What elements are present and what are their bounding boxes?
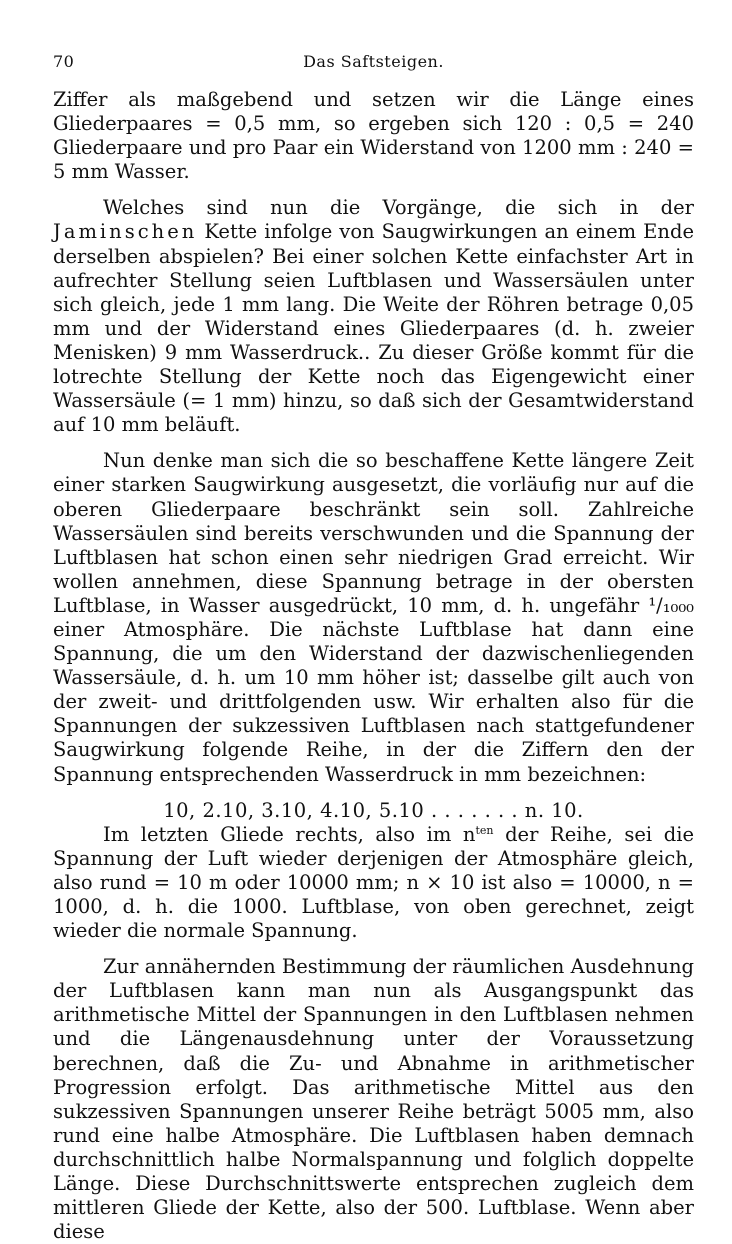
paragraph-2-text-start: Welches sind nun die Vorgänge, die sich in der: [103, 196, 694, 220]
paragraph-5: Zur annähernden Bestimmung der räumlichen Ausdehnung der Luftblasen kann man nun als Ausgangspunkt das arithmetische Mittel der Spannungen in den Luftblasen nehmen und die Längenausdehnung unter der Voraussetzung berechnen, daß die Zu- und Abnahme in arithmetischer Progression erfolgt. Das arithmetische Mittel aus den sukzessiven Spannungen unserer Reihe beträgt 5005 mm, also rund eine halbe Atmosphäre. Die Luftblasen haben demnach durchschnittlich halbe Normalspannung und folglich doppelte Länge. Diese Durchschnittswerte entsprechen zugleich dem mittleren Gliede der Kette, also der 500. Luftblase. Wenn aber diese: [53, 955, 694, 1244]
paragraph-4: [53, 823, 694, 943]
page-header: [53, 52, 694, 88]
page-number: 70: [53, 52, 75, 71]
paragraph-4-text-end: der Reihe, sei die Spannung der Luft wieder derjenigen der Atmosphäre gleich, also rund = 10 m oder 10000 mm; n × 10 ist also = 10000, n = 1000, d. h. die 1000. Luftblase, von oben gerechnet, zeigt wieder die normale Spannung.: [53, 822, 694, 943]
series-formula: 10, 2.10, 3.10, 4.10, 5.10 . . . . . . . n. 10.: [163, 798, 584, 822]
superscript-ten: ten: [475, 823, 494, 837]
paragraph-2: [53, 196, 694, 437]
paragraph-1: Ziffer als maßgebend und setzen wir die Länge eines Gliederpaares = 0,5 mm, so ergeben sich 120 : 0,5 = 240 Gliederpaare und pro Paar ein Widerstand von 1200 mm : 240 = 5 mm Wasser.: [53, 88, 694, 184]
body-text: [53, 88, 694, 1244]
paragraph-4-text-start: Im letzten Gliede rechts, also im n: [103, 822, 476, 846]
running-title: Das Saftsteigen.: [303, 52, 444, 71]
jamin-name: Jaminschen: [53, 220, 198, 244]
paragraph-2-text-end: Kette infolge von Saugwirkungen an einem Ende derselben abspielen? Bei einer solchen Kette einfachster Art in aufrechter Stellung seien Luftblasen und Wassersäulen unter sich gleich, jede 1 mm lang. Die Weite der Röhren betrage 0,05 mm und der Widerstand eines Gliederpaares (d. h. zweier Menisken) 9 mm Wasserdruck.. Zu dieser Größe kommt für die lotrechte Stellung der Kette noch das Eigengewicht einer Wassersäule (= 1 mm) hinzu, so daß sich der Gesamtwiderstand auf 10 mm beläuft.: [53, 220, 694, 437]
paragraph-3: Nun denke man sich die so beschaffene Kette längere Zeit einer starken Saugwirkung ausgesetzt, die vorläufig nur auf die oberen Gliederpaare beschränkt sein soll. Zahlreiche Wassersäulen sind bereits verschwunden und die Spannung der Luftblasen hat schon einen sehr niedrigen Grad erreicht. Wir wollen annehmen, diese Spannung betrage in der obersten Luftblase, in Wasser ausgedrückt, 10 mm, d. h. ungefähr ¹/₁₀₀₀ einer Atmosphäre. Die nächste Luftblase hat dann eine Spannung, die um den Widerstand der dazwischenliegenden Wassersäule, d. h. um 10 mm höher ist; dasselbe gilt auch von der zweit- und drittfolgenden usw. Wir erhalten also für die Spannungen der sukzessiven Luftblasen nach stattgefundener Saugwirkung folgende Reihe, in der die Ziffern den der Spannung entsprechenden Wasserdruck in mm bezeichnen:: [53, 449, 694, 786]
